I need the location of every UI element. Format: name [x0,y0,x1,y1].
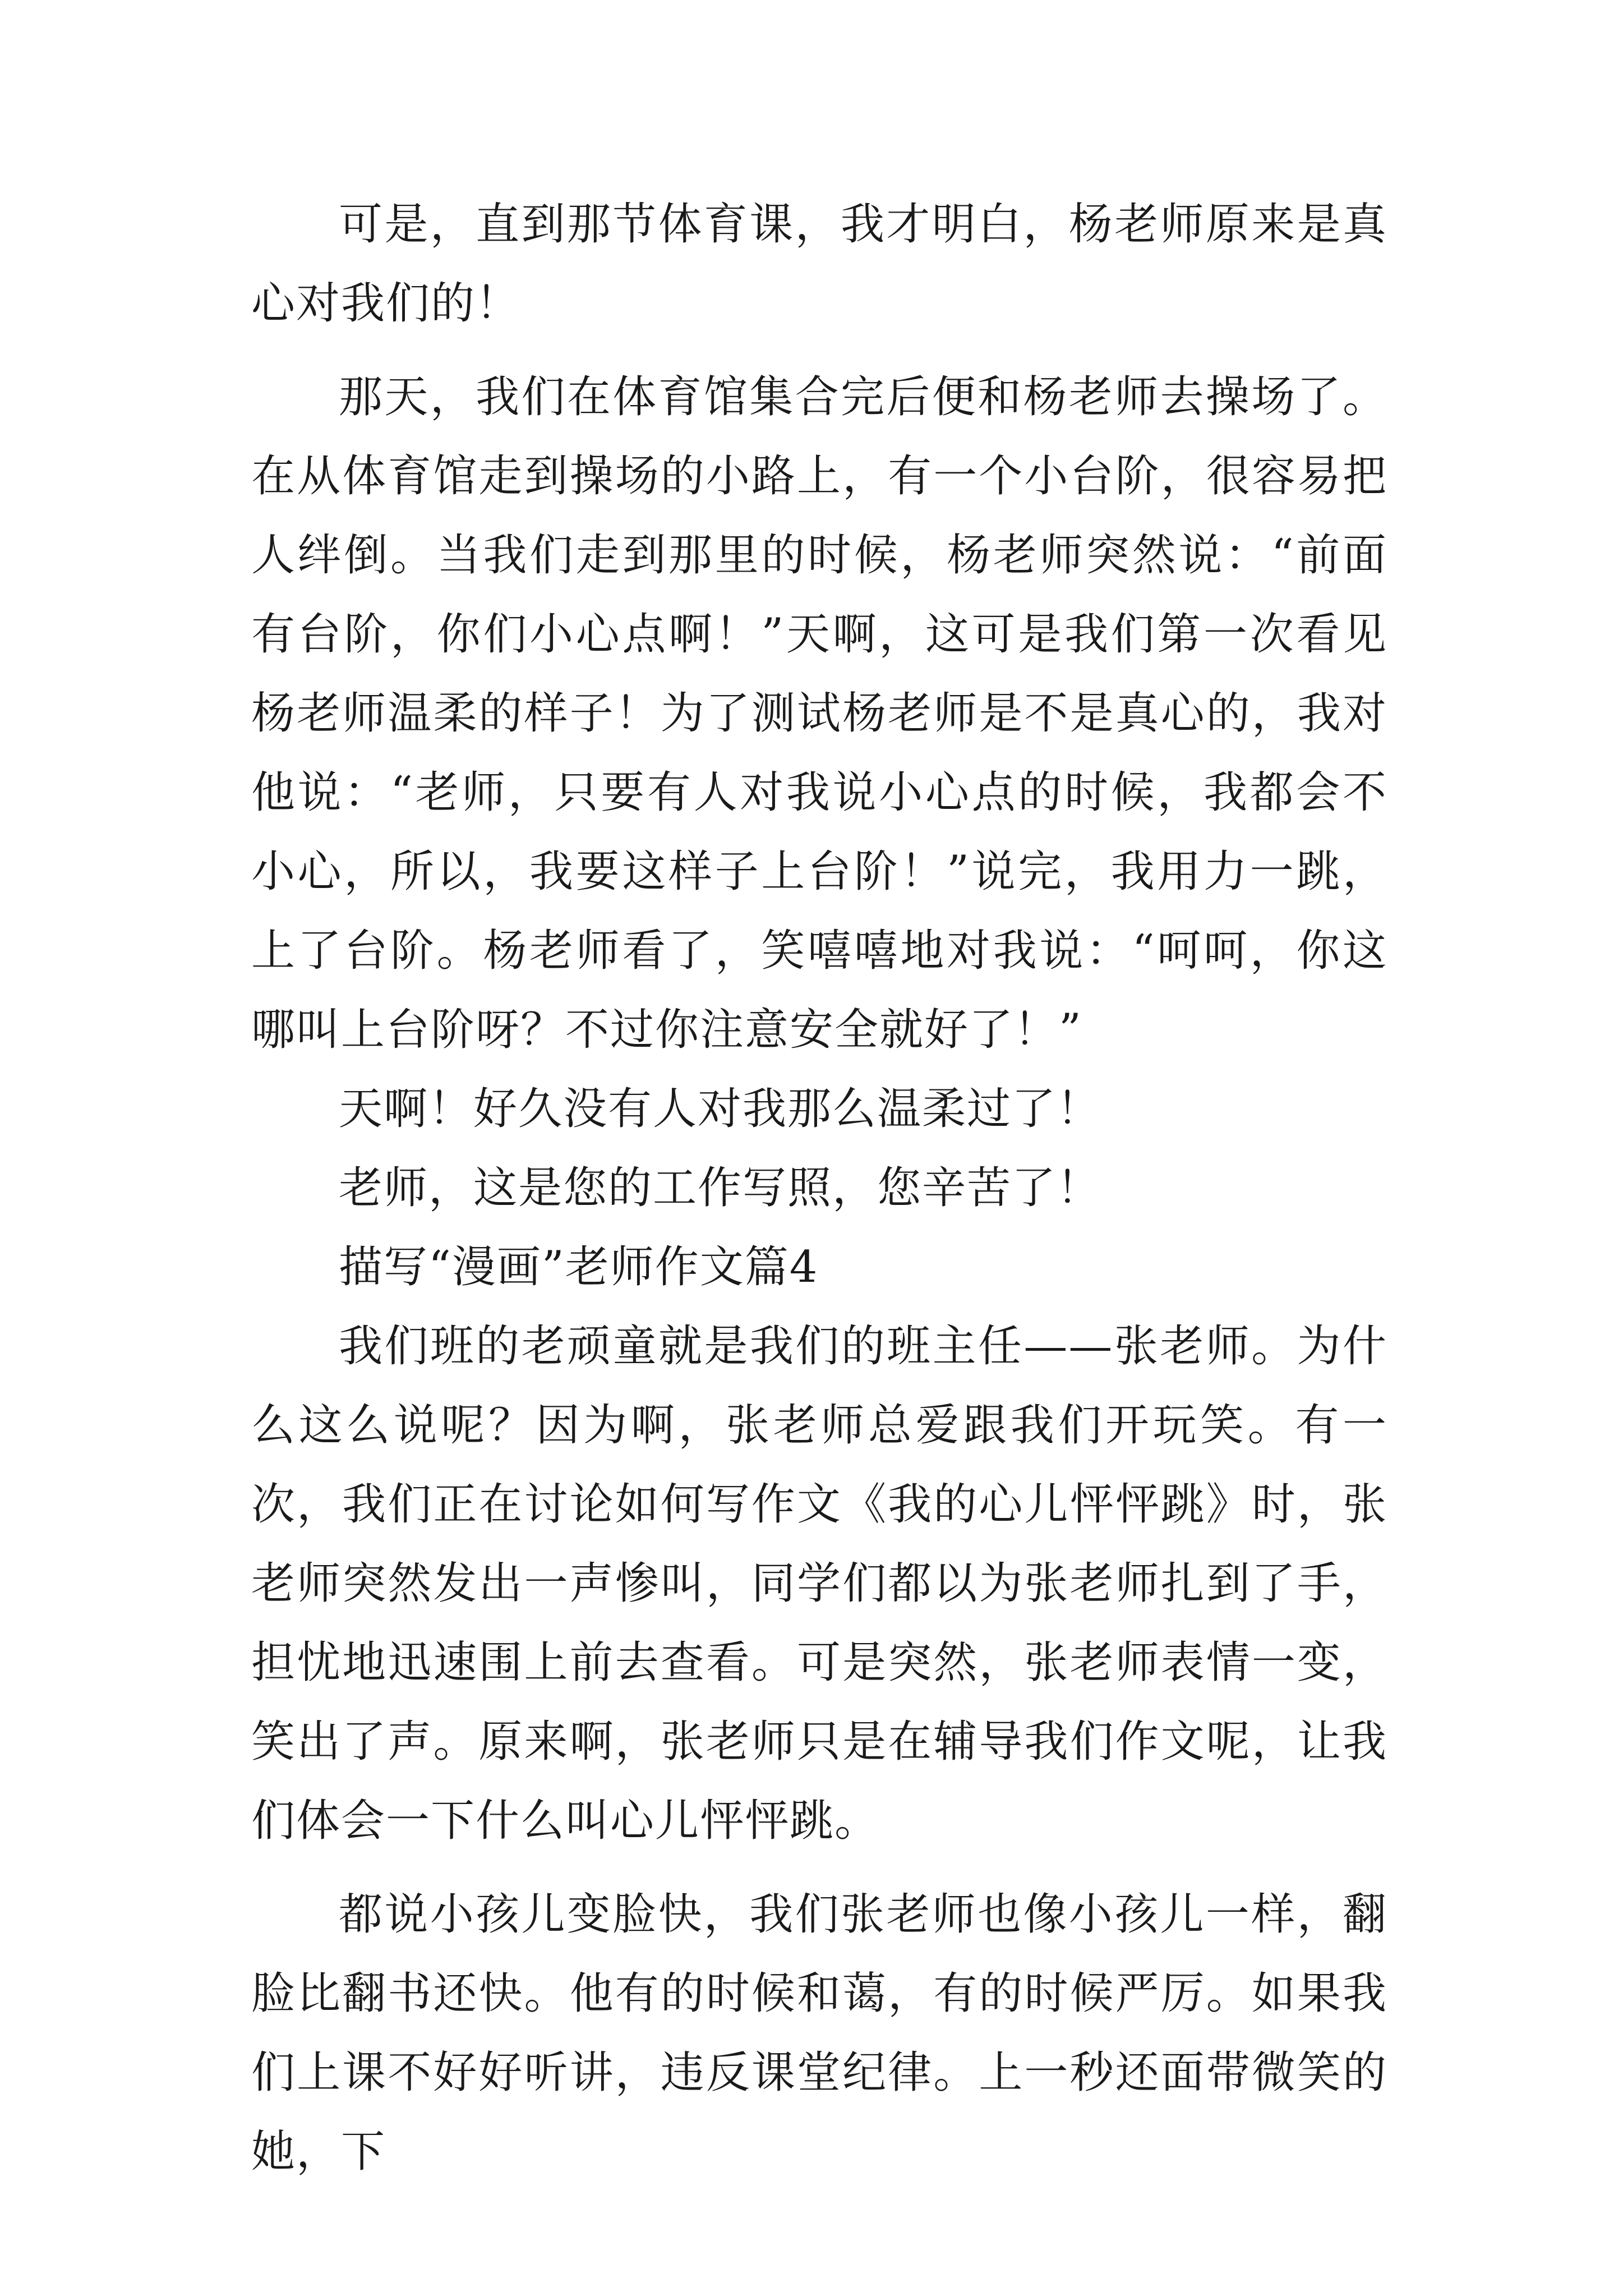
section-heading: 描写“漫画”老师作文篇4 [339,1242,819,1292]
paragraph-2: 那天，我们在体育馆集合完后便和杨老师去操场了。在从体育馆走到操场的小路上，有一个小台阶，很容易把人绊倒。当我们走到那里的时候，杨老师突然说：“前面有台阶，你们小心点啊！”天啊，这可是我们第一次看见杨老师温柔的样子！为了测试杨老师是不是真心的，我对他说：“老师，只要有人对我说小心点的时候，我都会不小心，所以，我要这样子上台阶！”说完，我用力一跳，上了台阶。杨老师看了，笑嘻嘻地对我说：“呵呵，你这哪叫上台阶呀？不过你注意安全就好了！” [251,372,1387,1055]
paragraph-6: 都说小孩儿变脸快，我们张老师也像小孩儿一样，翻脸比翻书还快。他有的时候和蔼，有的时候严厉。如果我们上课不好好听讲，违反课堂纪律。上一秒还面带微笑的她，下 [251,1889,1387,2177]
paragraph-1: 可是，直到那节体育课，我才明白，杨老师原来是真心对我们的！ [251,199,1387,329]
paragraph-4: 老师，这是您的工作写照，您辛苦了！ [339,1163,1102,1213]
paragraph-3: 天啊！好久没有人对我那么温柔过了！ [339,1084,1102,1134]
document-body [251,185,1387,2192]
paragraph-5: 我们班的老顽童就是我们的班主任——张老师。为什么这么说呢？因为啊，张老师总爱跟我们开玩笑。有一次，我们正在讨论如何写作文《我的心儿怦怦跳》时，张老师突然发出一声惨叫，同学们都以为张老师扎到了手，担忧地迅速围上前去查看。可是突然，张老师表情一变，笑出了声。原来啊，张老师只是在辅导我们作文呢，让我们体会一下什么叫心儿怦怦跳。 [251,1321,1387,1846]
